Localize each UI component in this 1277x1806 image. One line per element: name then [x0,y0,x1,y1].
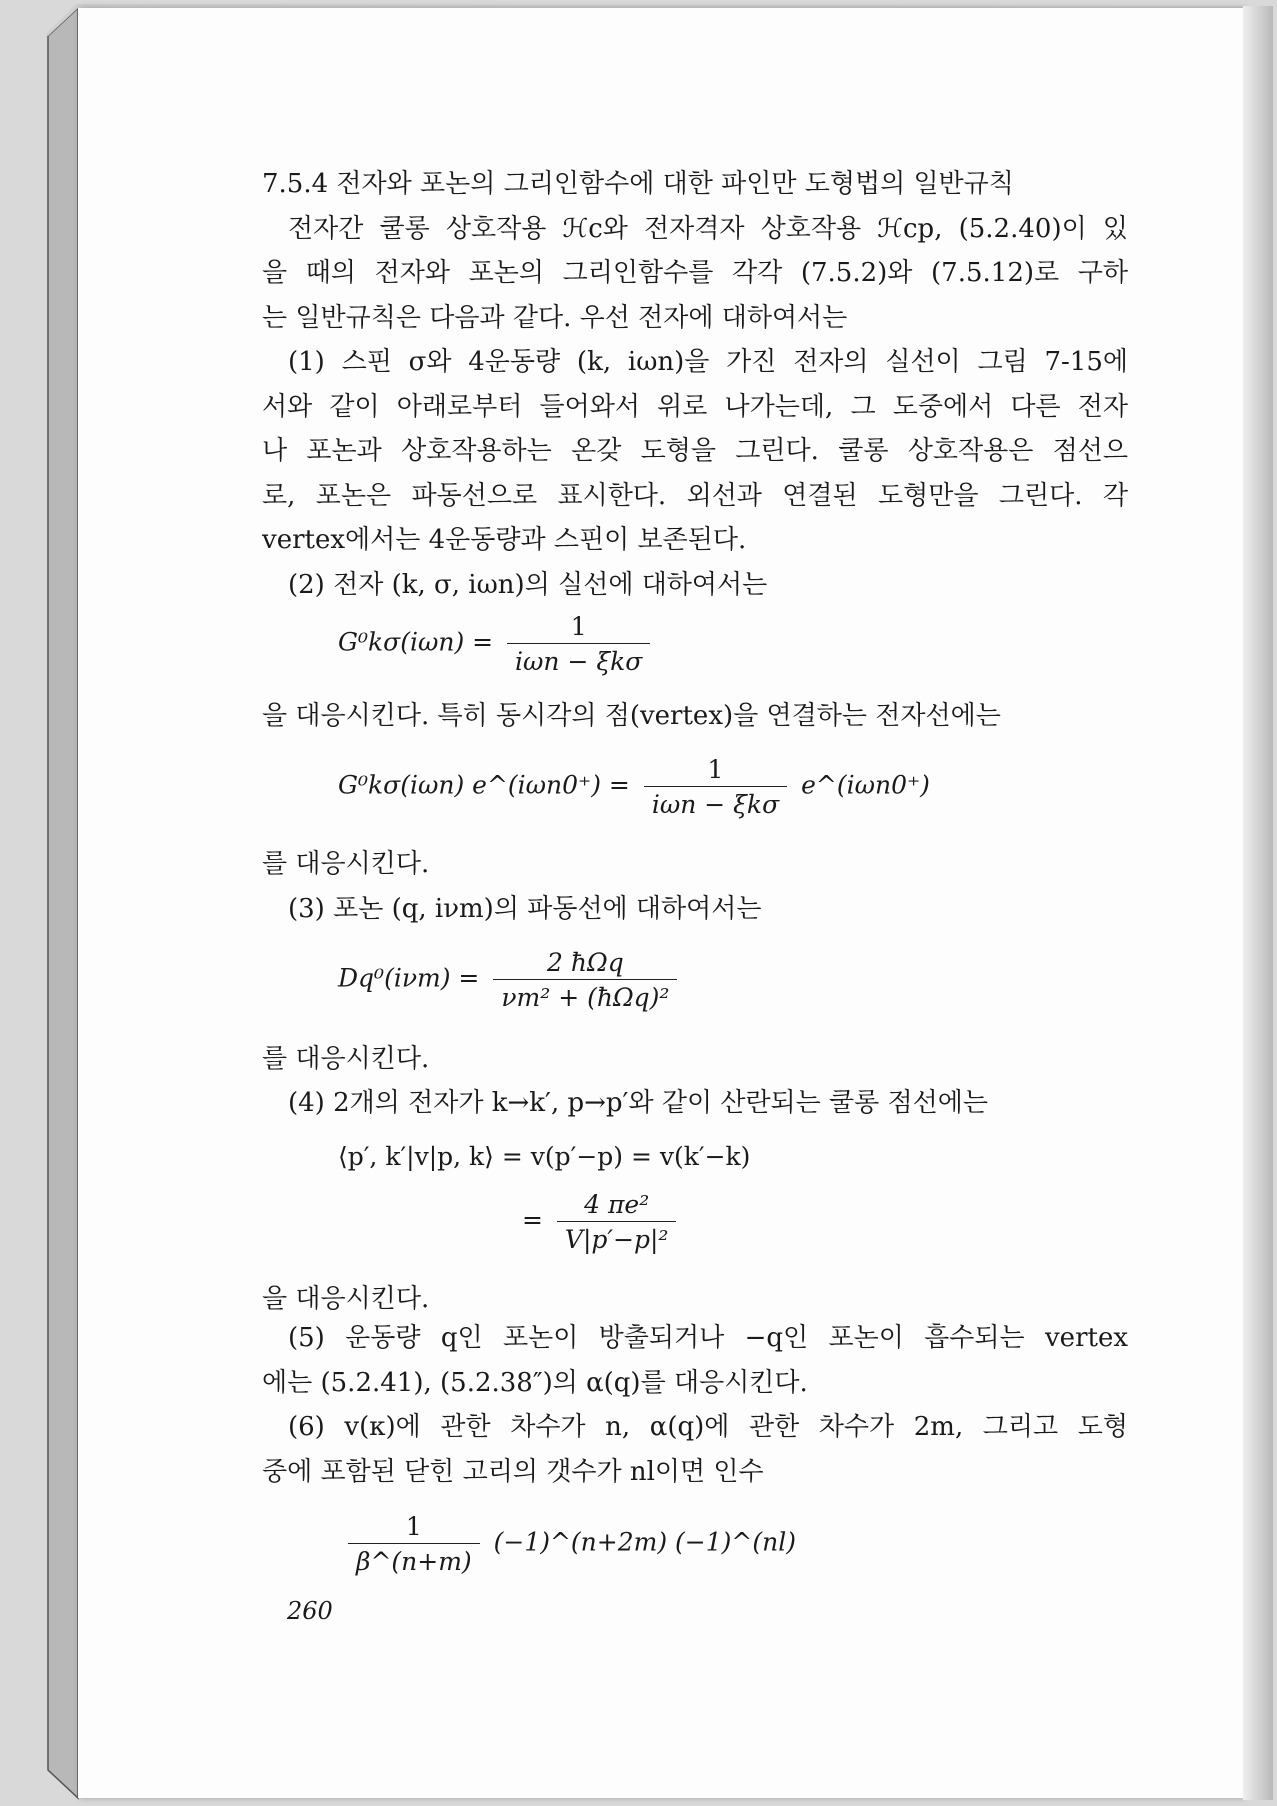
rule5-line-2: 에는 (5.2.41), (5.2.38″)의 α(q)를 대응시킨다. [262,1367,808,1398]
page-text [262,162,1128,607]
rule1-line-5: vertex에서는 4운동량과 스핀이 보존된다. [262,525,747,555]
equation-4-numerator: 4 πe² [557,1190,677,1222]
intro-line-3: 는 일반규칙은 다음과 같다. 우선 전자에 대하여서는 [262,302,848,333]
equation-2-numerator: 1 [644,755,787,787]
equation-3 [338,948,683,1012]
after-eq4-text: 을 대응시킨다. [262,1284,430,1314]
equation-1-denominator: iωn − ξkσ [515,647,643,676]
rules-5-6 [262,1316,1128,1494]
equation-2-tail: e^(iωn0⁺) [801,770,930,800]
rule1-line-2: 서와 같이 아래로부터 들어와서 위로 나가는데, 그 도중에서 다른 전자 [262,391,1128,422]
rule1-line-1: (1) 스핀 σ와 4운동량 (k, iωn)을 가진 전자의 실선이 그림 7-15에 [288,347,1128,377]
rule4-text: (4) 2개의 전자가 k→k′, p→p′와 같이 산란되는 쿨롱 점선에는 [288,1088,989,1118]
equation-2-fraction [644,755,787,819]
section-heading: 7.5.4 전자와 포논의 그리인함수에 대한 파인만 도형법의 일반규칙 [262,169,1014,199]
equation-4-fraction [557,1190,677,1254]
rule6-line-1: (6) v(κ)에 관한 차수가 n, α(q)에 관한 차수가 2m, 그리고 도형 [288,1412,1128,1442]
equation-3-fraction [493,948,677,1012]
rule1-line-3: 나 포논과 상호작용하는 온갖 도형을 그린다. 쿨롱 상호작용은 점선으 [262,436,1128,466]
equation-2 [338,755,930,819]
rule2-text: (2) 전자 (k, σ, iωn)의 실선에 대하여서는 [288,569,768,600]
after-eq2-text: 를 대응시킨다. [262,849,430,879]
intro-line-2: 을 때의 전자와 포논의 그리인함수를 각각 (7.5.2)와 (7.5.12)로 구하 [262,258,1128,288]
page-edge-shadow [1243,6,1273,1800]
equation-5-denominator: β^(n+m) [356,1547,472,1576]
rule1-line-4: 로, 포논은 파동선으로 표시한다. 외선과 연결된 도형만을 그린다. 각 [262,480,1128,511]
equation-3-lhs: Dq⁰(iνm) = [338,963,480,993]
rule6-line-2: 중에 포함된 닫힌 고리의 갯수가 nl이면 인수 [262,1456,764,1487]
equation-5-fraction [348,1512,480,1576]
equation-5 [342,1512,796,1576]
equation-4-equals: = [522,1205,543,1235]
equation-3-numerator: 2 ħΩq [493,948,677,980]
equation-1 [338,612,656,676]
equation-5-numerator: 1 [348,1512,480,1544]
equation-4-denominator: V|p′−p|² [564,1225,669,1254]
rule3-text: (3) 포논 (q, iνm)의 파동선에 대하여서는 [288,894,762,924]
after-eq1-text: 을 대응시킨다. 특히 동시각의 점(vertex)을 연결하는 전자선에는 [262,701,1001,731]
equation-1-numerator: 1 [507,612,650,644]
after-eq3-text: 를 대응시킨다. [262,1044,430,1074]
equation-1-fraction [507,612,650,676]
equation-4-line-2 [522,1190,682,1254]
intro-line-1: 전자간 쿨롱 상호작용 ℋc와 전자격자 상호작용 ℋcp, (5.2.40)이 있 [288,213,1128,244]
equation-3-denominator: νm² + (ħΩq)² [501,983,670,1012]
equation-2-lhs: G⁰kσ(iωn) e^(iωn0⁺) = [338,770,630,800]
equation-5-tail: (−1)^(n+2m) (−1)^(nl) [493,1527,796,1557]
rule5-line-1: (5) 운동량 q인 포논이 방출되거나 −q인 포논이 흡수되는 vertex [288,1323,1128,1353]
equation-4-line-1: ⟨p′, k′|v|p, k⟩ = v(p′−p) = v(k′−k) [338,1142,751,1171]
equation-1-lhs: G⁰kσ(iωn) = [338,627,494,657]
page-number: 260 [287,1597,333,1625]
equation-2-denominator: iωn − ξkσ [651,790,780,819]
